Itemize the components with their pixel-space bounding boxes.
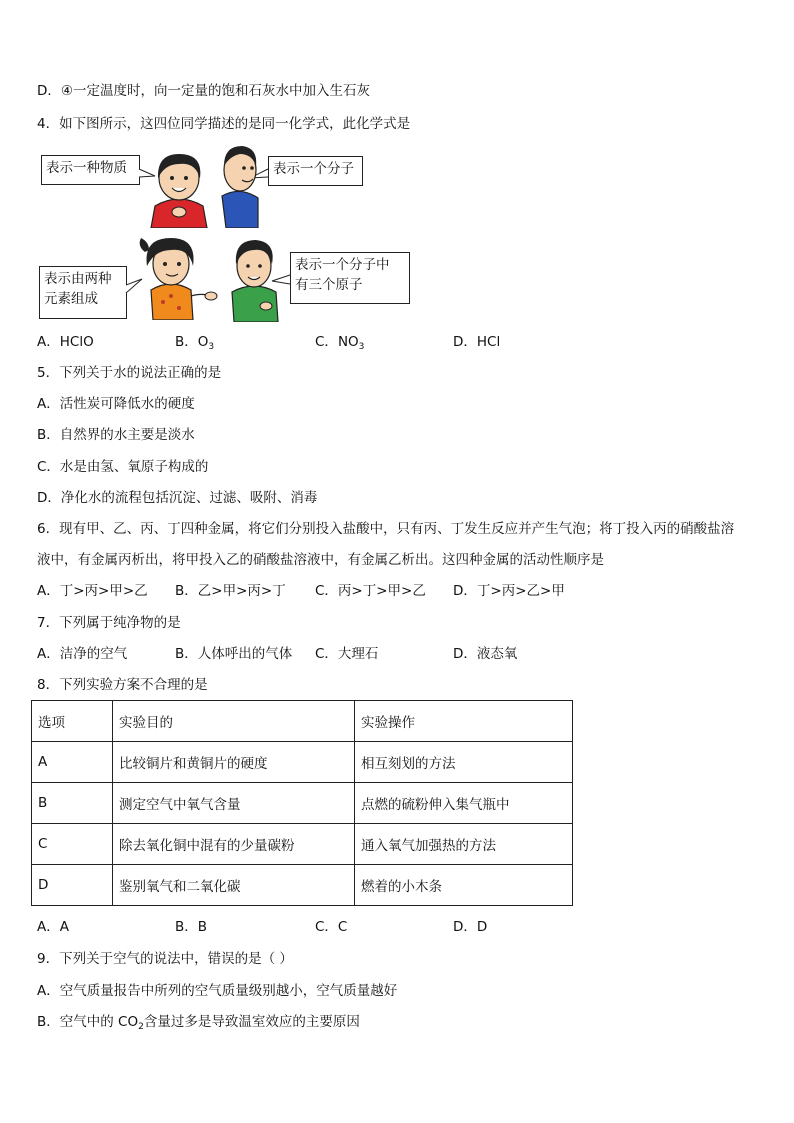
student-boy-blue-illustration [208,140,270,228]
callout-text-line1: 表示由两种 [44,271,112,287]
table-header-cell: 实验目的 [113,701,355,742]
table-cell: B [32,783,113,824]
callout-two-elements [39,266,127,319]
table-cell: 点燃的硫粉伸入集气瓶中 [355,783,573,824]
q4-option-d[interactable] [453,332,500,352]
option-subscript: 2 [138,1022,144,1032]
student-boy-green-illustration [222,236,288,322]
table-cell: C [32,824,113,865]
q6-option-d[interactable]: D．丁>丙>乙>甲 [453,583,565,599]
option-formula: HClO [59,334,94,350]
q8-option-c[interactable]: C．C [315,919,348,935]
option-subscript: 3 [208,342,215,352]
q8-option-b[interactable]: B．B [175,919,208,935]
table-cell: 测定空气中氧气含量 [113,783,355,824]
q5-stem: 5．下列关于水的说法正确的是 [37,365,222,381]
table-cell: 相互刻划的方法 [355,742,573,783]
callout-pointer [290,275,291,276]
callout-text-line1: 表示一个分子中 [295,257,390,273]
callout-one-molecule [268,156,363,186]
option-formula: HCl [476,334,501,350]
q3-option-d: D．④一定温度时，向一定量的饱和石灰水中加入生石灰 [37,83,370,99]
option-prefix: D． [453,334,477,350]
table-header-cell: 选项 [32,701,113,742]
callout-one-substance [41,155,140,185]
table-cell: 比较铜片和黄铜片的硬度 [113,742,355,783]
table-cell: 除去氧化铜中混有的少量碳粉 [113,824,355,865]
q6-stem-line2: 液中，有金属丙析出，将甲投入乙的硝酸盐溶液中，有金属乙析出。这四种金属的活动性顺序是 [37,552,604,568]
q6-option-a[interactable]: A．丁>丙>甲>乙 [37,583,148,599]
callout-pointer [126,285,127,286]
q5-option-a[interactable]: A．活性炭可降低水的硬度 [37,396,195,412]
callout-three-atoms [290,252,410,304]
q6-option-b[interactable]: B．乙>甲>丙>丁 [175,583,286,599]
table-cell: 燃着的小木条 [355,865,573,906]
callout-text-line2: 有三个原子 [295,277,363,293]
table-row [32,865,573,906]
q8-stem: 8．下列实验方案不合理的是 [37,677,208,693]
table-cell: D [32,865,113,906]
callout-pointer [139,169,140,170]
table-row [32,783,573,824]
option-prefix: B． [175,334,198,350]
q9-option-b[interactable] [37,1012,360,1032]
q5-option-c[interactable]: C．水是由氢、氧原子构成的 [37,459,209,475]
student-girl-orange-illustration [135,232,219,320]
table-row [32,824,573,865]
q4-option-c[interactable] [315,332,364,352]
table-row [32,742,573,783]
q7-option-a[interactable]: A．洁净的空气 [37,646,128,662]
table-cell: A [32,742,113,783]
q9-stem: 9．下列关于空气的说法中，错误的是（ ） [37,951,293,967]
q8-option-d[interactable]: D．D [453,919,488,935]
q6-option-c[interactable]: C．丙>丁>甲>乙 [315,583,426,599]
table-cell: 通入氧气加强热的方法 [355,824,573,865]
q7-option-c[interactable]: C．大理石 [315,646,379,662]
q7-option-d[interactable]: D．液态氧 [453,646,518,662]
q7-option-b[interactable]: B．人体呼出的气体 [175,646,293,662]
q4-option-b[interactable] [175,332,214,352]
option-prefix: A． [37,334,60,350]
table-header-row [32,701,573,742]
option-prefix: C． [315,334,338,350]
q9-option-a[interactable]: A．空气质量报告中所列的空气质量级别越小，空气质量越好 [37,983,398,999]
table-header-cell: 实验操作 [355,701,573,742]
q4-option-a[interactable] [37,332,94,352]
q4-stem: 4．如下图所示，这四位同学描述的是同一化学式，此化学式是 [37,116,411,132]
callout-text: 表示一种物质 [46,160,127,176]
q8-option-a[interactable]: A．A [37,919,69,935]
q5-option-d[interactable]: D．净化水的流程包括沉淀、过滤、吸附、消毒 [37,490,318,506]
callout-text: 表示一个分子 [273,161,354,177]
q6-stem-line1: 6．现有甲、乙、丙、丁四种金属，将它们分别投入盐酸中，只有丙、丁发生反应并产生气泡；将丁投入丙的硝酸盐溶 [37,521,735,537]
q7-stem: 7．下列属于纯净物的是 [37,615,181,631]
student-girl-red-illustration [145,148,213,228]
option-text: B．空气中的 CO [37,1014,139,1030]
callout-text-line2: 元素组成 [44,291,98,307]
option-formula: NO [337,334,359,350]
q8-table [31,700,573,906]
q5-option-b[interactable]: B．自然界的水主要是淡水 [37,427,195,443]
option-text: 含量过多是导致温室效应的主要原因 [143,1014,360,1030]
option-subscript: 3 [358,342,365,352]
table-cell: 鉴别氧气和二氧化碳 [113,865,355,906]
option-formula: O [197,334,209,350]
